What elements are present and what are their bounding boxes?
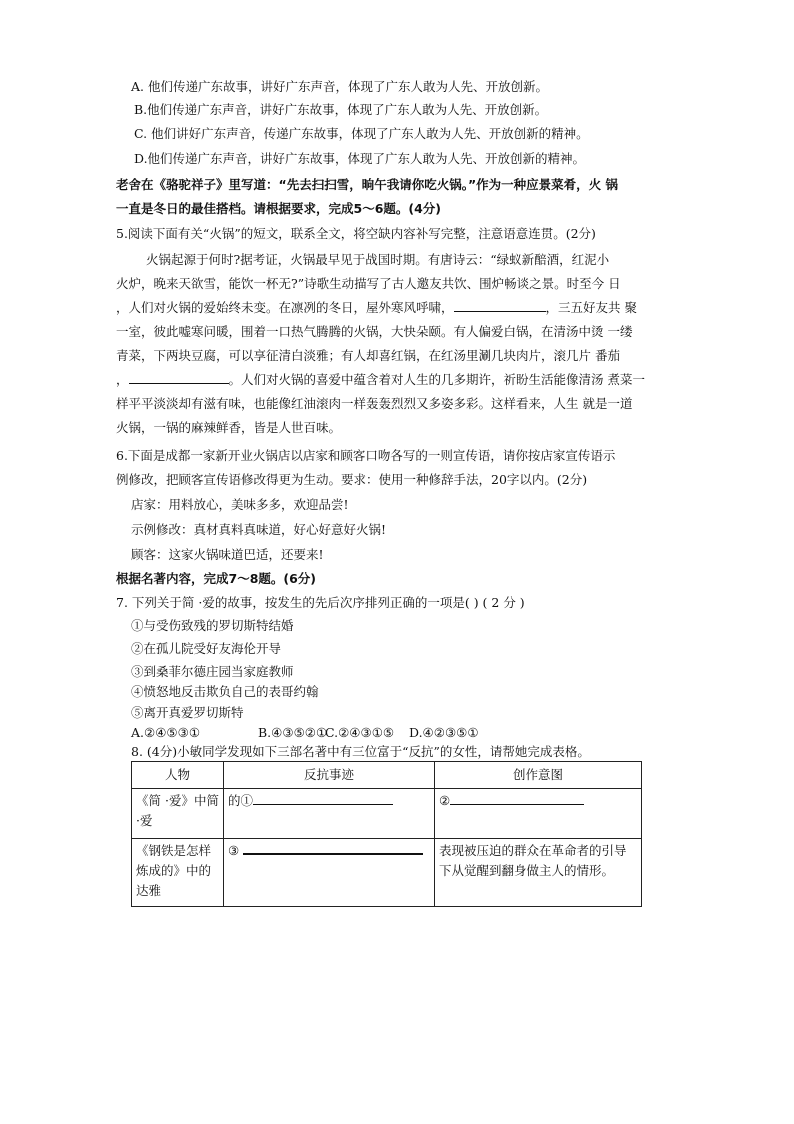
q7-item-1: ①与受伤致残的罗切斯特结婚 <box>131 618 294 633</box>
q7-option-d: D.④②③⑤① <box>409 725 479 740</box>
q8-header-person: 人物 <box>132 762 224 789</box>
q6-shop-slogan: 店家：用料放心，美味多多，欢迎品尝! <box>131 497 349 512</box>
q7-item-2: ②在孤儿院受好友海伦开导 <box>131 641 282 656</box>
q8-stem: 8. (4分)小敏同学发现如下三部名著中有三位富于“反抗”的女性，请帮她完成表格。 <box>131 744 590 759</box>
q8-table <box>131 761 642 907</box>
q5-passage-line8: 火锅，一锅的麻辣鲜香，皆是人世百味。 <box>116 420 342 435</box>
q6-stem-line2: 例修改，把顾客宣传语修改得更为生动。要求：使用一种修辞手法，20字以内。(2分) <box>116 472 588 487</box>
q8-table-header-row <box>132 762 642 789</box>
q8-table-row-1 <box>132 789 642 839</box>
q8-row1-deed <box>224 789 435 839</box>
q7-item-4: ④愤怒地反击欺负自己的表哥约翰 <box>131 684 319 699</box>
q8-header-intent: 创作意图 <box>435 762 642 789</box>
q7-option-b: B.④③⑤②① <box>258 725 328 740</box>
q4-option-a: A. 他们传递广东故事，讲好广东声音，体现了广东人敢为人先、开放创新。 <box>131 79 548 94</box>
section-intro-5-6-line1: 老舍在《骆驼祥子》里写道：“先去扫扫雪，晌午我请你吃火锅。”作为一种应景菜肴，火 锅 <box>116 177 619 192</box>
q6-example-revision: 示例修改：真材真料真味道，好心好意好火锅! <box>131 522 387 537</box>
q4-option-c: C. 他们讲好广东声音，传递广东故事，体现了广东人敢为人先、开放创新的精神。 <box>134 126 589 141</box>
q5-answer-blank-1[interactable] <box>454 299 546 312</box>
q8-row2-intent: 表现被压迫的群众在革命者的引导下从觉醒到翻身做主人的情形。 <box>435 839 642 907</box>
q7-stem: 7. 下列关于简 ·爱的故事，按发生的先后次序排列正确的一项是( ) ( 2 分 ) <box>116 595 525 610</box>
q8-row1-person: 《简 ·爱》中简 ·爱 <box>132 789 224 839</box>
q8-row2-person: 《钢铁是怎样炼成的》中的达雅 <box>132 839 224 907</box>
q8-row1-intent <box>435 789 642 839</box>
q7-option-a: A.②④⑤③① <box>131 725 201 740</box>
q5-passage-line2: 火炉，晚来天欲雪，能饮一杯无?”诗歌生动描写了古人邀友共饮、围炉畅谈之景。时至今 日 <box>116 276 621 291</box>
section-intro-7-8: 根据名著内容，完成7～8题。(6分) <box>116 571 317 586</box>
q8-row2-deed <box>224 839 435 907</box>
q8-row1-deed-blank[interactable] <box>253 792 393 805</box>
q5-passage-line1: 火锅起源于何时?据考证，火锅最早见于战国时期。有唐诗云：“绿蚁新醅酒，红泥小 <box>146 252 610 267</box>
q7-option-c: C.②④③①⑤ <box>325 725 395 740</box>
q8-row2-deed-prefix: ③ <box>228 843 240 858</box>
q5-stem: 5.阅读下面有关“火锅”的短文，联系全文，将空缺内容补写完整，注意语意连贯。(2分) <box>116 226 596 241</box>
q4-option-d: D.他们传递广东声音，讲好广东故事，体现了广东人敢为人先、开放创新的精神。 <box>134 151 586 166</box>
q7-item-5: ⑤离开真爱罗切斯特 <box>131 705 244 720</box>
q5-passage-line4: 一室，彼此嘘寒问暖，围着一口热气腾腾的火锅，大快朵颐。有人偏爱白锅，在清汤中烫 一缕 <box>116 324 633 339</box>
q8-row1-deed-prefix: 的① <box>228 793 254 808</box>
q5-passage-line5: 青菜，下两块豆腐，可以享征清白淡雅；有人却喜红锅，在红汤里涮几块肉片，滚几片 番茄 <box>116 348 620 363</box>
q6-customer-slogan: 顾客：这家火锅味道巴适，还要来! <box>131 547 324 562</box>
q6-stem-line1: 6.下面是成都一家新开业火锅店以店家和顾客口吻各写的一则宣传语，请你按店家宣传语示 <box>116 448 616 463</box>
section-intro-5-6-line2: 一直是冬日的最佳搭档。请根据要求，完成5～6题。(4分) <box>116 201 442 216</box>
q8-table-row-2 <box>132 839 642 907</box>
q5-passage-line6 <box>116 371 645 389</box>
q5-passage-line6-end: 。人们对火锅的喜爱中蕴含着对人生的几多期许，祈盼生活能像清汤 煮菜一 <box>228 372 645 387</box>
q8-row1-intent-blank[interactable] <box>450 792 584 805</box>
q8-row2-deed-blank[interactable] <box>243 843 423 855</box>
q5-passage-line3-end: ，三五好友共 聚 <box>545 300 637 315</box>
q8-row1-intent-prefix: ② <box>439 793 451 808</box>
q5-passage-line7: 样平平淡淡却有滋有味，也能像红油滚肉一样轰轰烈烈又多姿多彩。这样看来，人生 就是一道 <box>116 396 633 411</box>
q5-passage-line6-start: ， <box>116 372 129 387</box>
q5-passage-line3 <box>116 299 637 317</box>
q5-passage-line3-start: ，人们对火锅的爱始终未变。在凛冽的冬日，屋外寒风呼啸， <box>116 300 454 315</box>
q5-answer-blank-2[interactable] <box>129 371 229 384</box>
q8-header-deed: 反抗事迹 <box>224 762 435 789</box>
q4-option-b: B.他们传递广东声音，讲好广东故事，体现了广东人敢为人先、开放创新。 <box>134 102 548 117</box>
q7-item-3: ③到桑菲尔德庄园当家庭教师 <box>131 664 294 679</box>
